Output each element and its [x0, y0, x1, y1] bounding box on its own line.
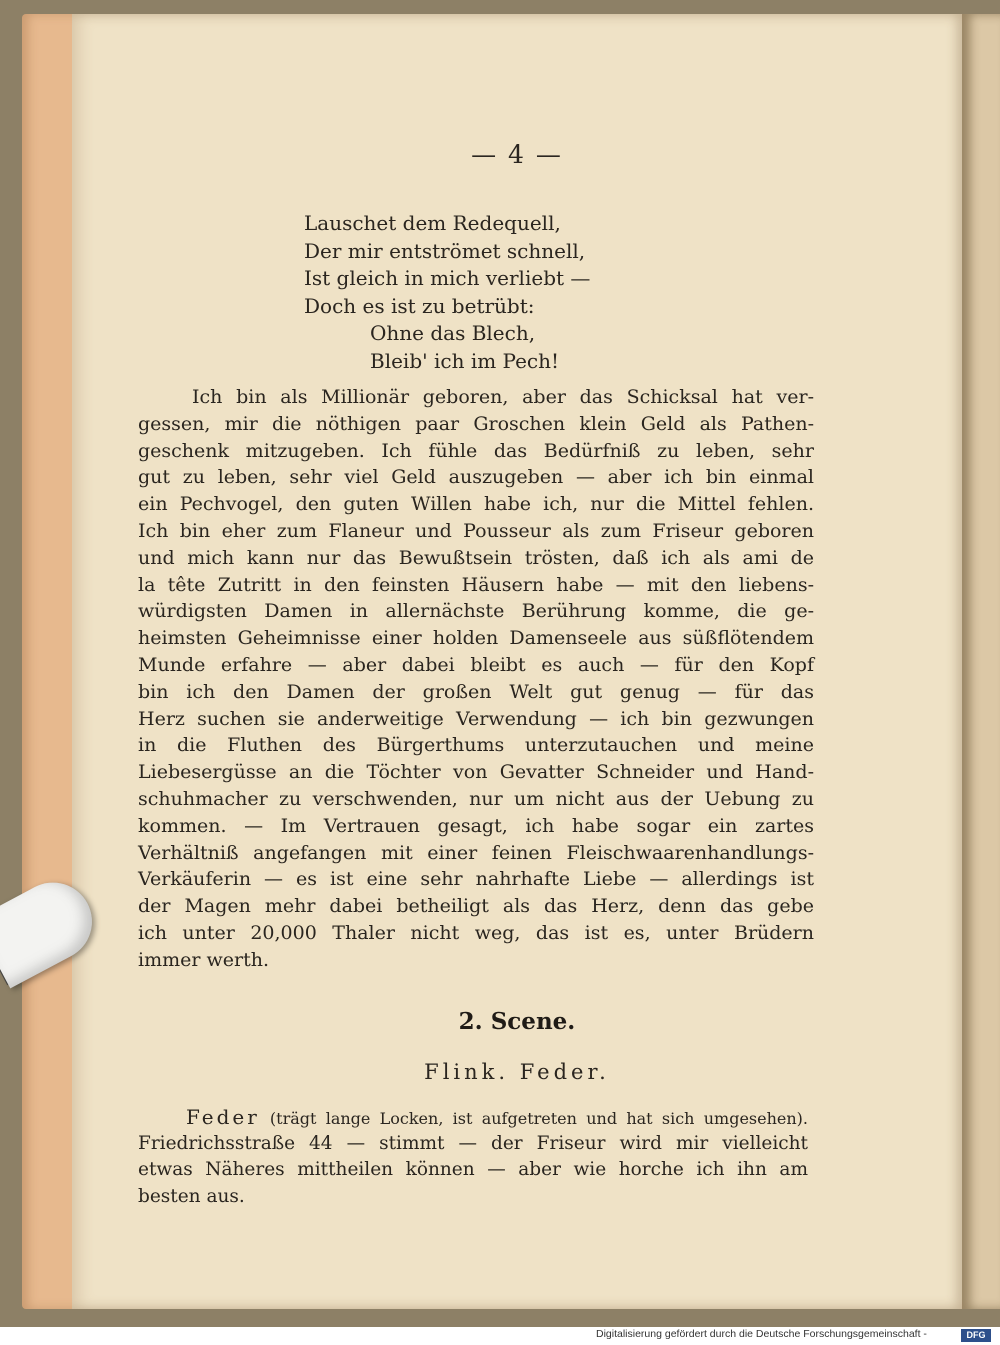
text-line: la tête Zutritt in den feinsten Häusern habe — mit den liebens-	[138, 573, 814, 596]
digitization-credit: Digitalisierung gefördert durch die Deutsche Forschungsgemeinschaft -	[596, 1328, 927, 1340]
text-line: immer werth.	[138, 948, 269, 971]
text-line: etwas Näheres mittheilen können — aber wie horche ich ihn am	[138, 1159, 808, 1180]
scene-heading: 2. Scene.	[458, 1008, 576, 1035]
text-line: besten aus.	[138, 1185, 245, 1207]
text-line: Friedrichsstraße 44 — stimmt — der Friseur wird mir vielleicht	[138, 1132, 808, 1154]
monologue-paragraph	[138, 384, 814, 974]
text-line: Ich bin als Millionär geboren, aber das Schicksal hat ver-	[192, 386, 814, 408]
text-line: gut zu leben, sehr viel Geld auszugeben — aber ich bin einmal	[138, 466, 814, 489]
verse-line: Lauschet dem Redequell,	[304, 211, 561, 235]
verse-line: Bleib' ich im Pech!	[370, 348, 560, 373]
text-line: geschenk mitzugeben. Ich fühle das Bedürfniß zu leben, sehr	[138, 439, 814, 462]
dfg-logo: DFG	[961, 1329, 991, 1342]
text-line: Liebesergüsse an die Töchter von Gevatter Schneider und Hand-	[138, 761, 814, 784]
text-line: Verkäuferin — es ist eine sehr nahrhafte Liebe — allerdings ist	[138, 868, 814, 891]
stage-direction: (trägt lange Locken, ist aufgetreten und hat sich umgesehen).	[269, 1109, 809, 1128]
verse-line: Der mir entströmet schnell,	[304, 238, 586, 263]
text-line: Verhältniß angefangen mit einer feinen Fleischwaarenhandlungs-	[138, 841, 814, 864]
text-line: schuhmacher zu verschwenden, nur um nicht aus der Uebung zu	[138, 787, 814, 810]
text-line: bin ich den Damen der großen Welt gut genug — für das	[138, 680, 814, 703]
text-line: ein Pechvogel, den guten Willen habe ich, nur die Mittel fehlen.	[138, 493, 814, 516]
verse-line: Doch es ist zu betrübt:	[304, 293, 535, 318]
text-line: gessen, mir die nöthigen paar Groschen klein Geld als Pathen-	[138, 412, 814, 435]
text-line: in die Fluthen des Bürgerthums unterzutauchen und meine	[138, 734, 814, 757]
text-line: Munde erfahre — aber dabei bleibt es auch — für den Kopf	[138, 653, 814, 676]
cast-line: Flink. Feder.	[424, 1060, 610, 1084]
text-line: ich unter 20,000 Thaler nicht weg, das ist es, unter Brüdern	[138, 921, 814, 944]
text-line: Herz suchen sie anderweitige Verwendung — ich bin gezwungen	[138, 707, 814, 730]
text-line: und mich kann nur das Bewußtsein trösten, daß ich als ami de	[138, 546, 814, 569]
dialogue-first-line	[138, 1104, 808, 1131]
verse-block	[304, 210, 724, 376]
dialogue-paragraph	[138, 1104, 808, 1210]
verse-line: Ist gleich in mich verliebt —	[304, 266, 591, 291]
text-line: kommen. — Im Vertrauen gesagt, ich habe sogar ein zartes	[138, 814, 814, 837]
book-binding-edge	[962, 14, 1000, 1309]
page-number: — 4 —	[471, 140, 563, 169]
speaker-name: Feder	[186, 1105, 260, 1129]
book-page	[72, 14, 962, 1309]
text-line: Ich bin eher zum Flaneur und Pousseur als zum Friseur geboren	[138, 519, 814, 542]
text-line: der Magen mehr dabei betheiligt als das Herz, denn das gebe	[138, 895, 814, 918]
text-line: würdigsten Damen in allernächste Berührung komme, die ge-	[138, 600, 814, 623]
text-line: heimsten Geheimnisse einer holden Damenseele aus süßflötendem	[138, 627, 814, 650]
verse-line: Ohne das Blech,	[370, 321, 536, 346]
